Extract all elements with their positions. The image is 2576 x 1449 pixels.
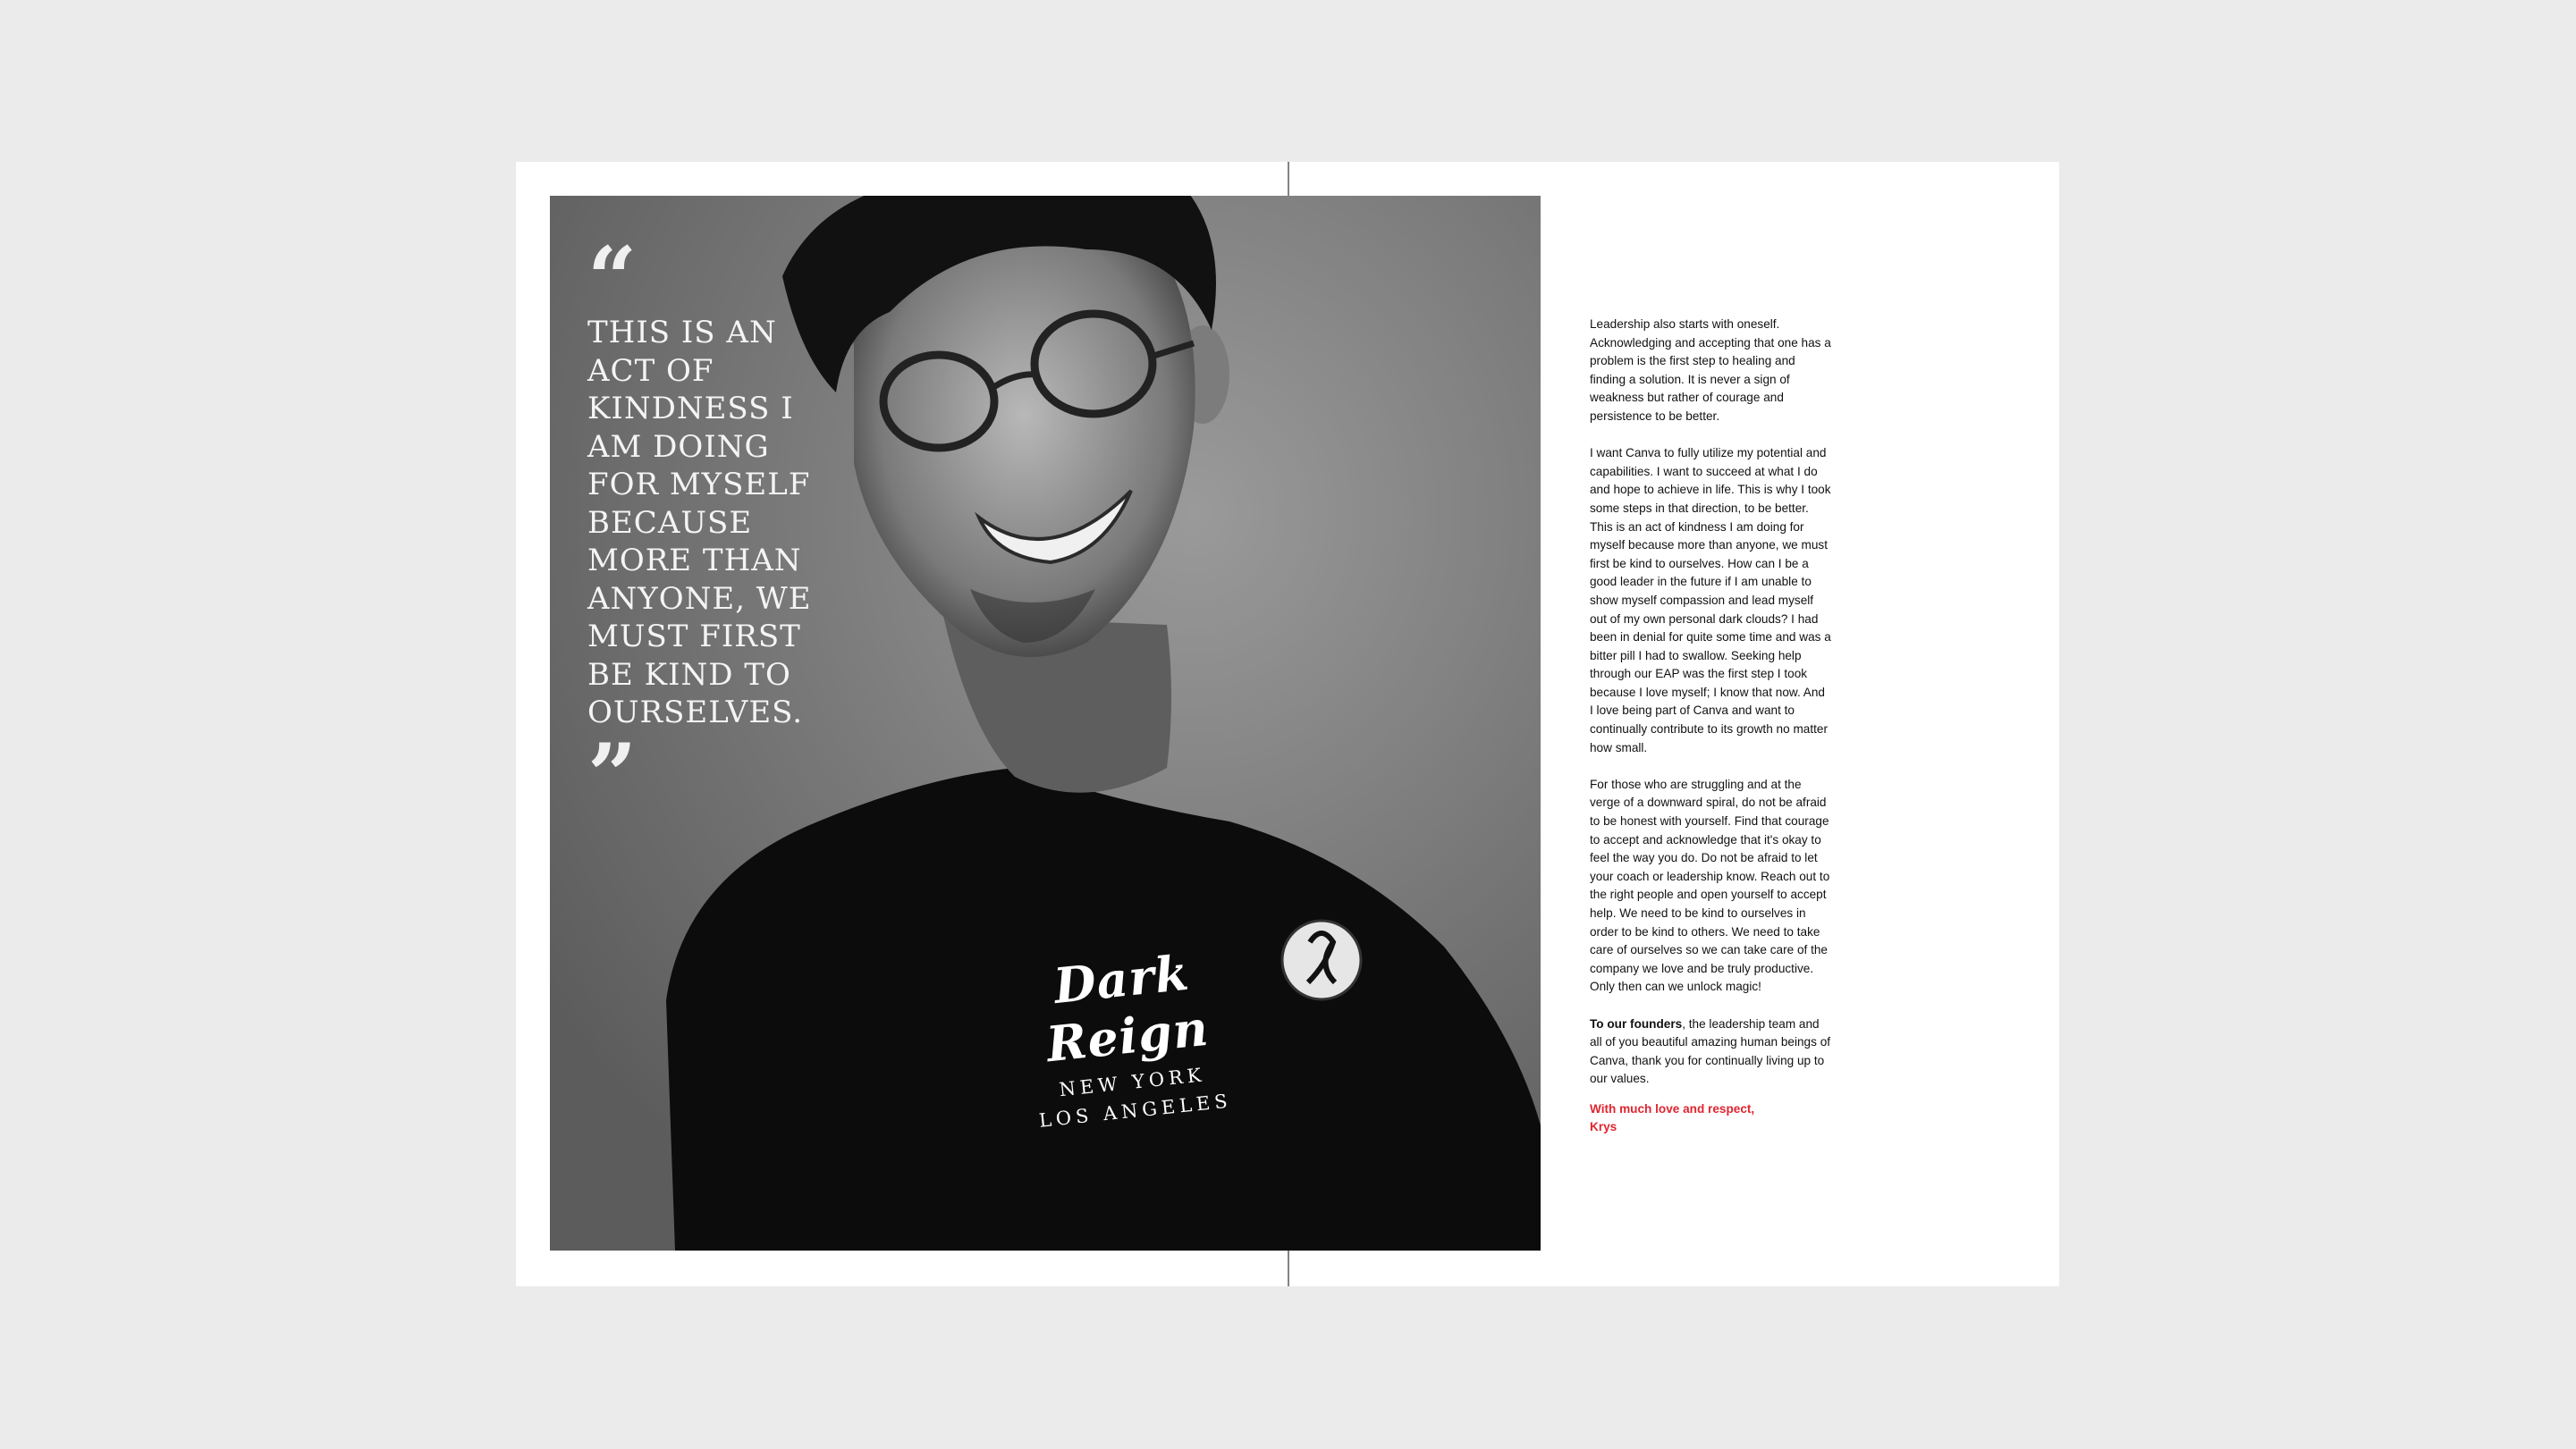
paragraph-4 bbox=[1590, 1015, 1831, 1089]
paragraph-1: Leadership also starts with oneself. Acknowledging and accepting that one has a problem is the first step to healing and finding a solution. It is never a sign of weakness but rather of courage and persistence to be better. bbox=[1590, 317, 1831, 423]
signoff bbox=[1590, 1100, 1831, 1137]
magazine-spread bbox=[516, 162, 2059, 1286]
shirt-brand: Dark Reign bbox=[1043, 943, 1212, 1074]
shirt-print bbox=[967, 935, 1288, 1137]
signoff-name: Krys bbox=[1590, 1120, 1617, 1134]
founders-bold: To our founders bbox=[1590, 1016, 1683, 1031]
pull-quote-text: THIS IS AN ACT OF KINDNESS I AM DOING FOR MYSELF BECAUSE MORE THAN ANYONE, WE MUST FIRST BE KIND TO OURSELVES. bbox=[587, 315, 812, 730]
signoff-line-1: With much love and respect, bbox=[1590, 1101, 1755, 1116]
article-body bbox=[1590, 316, 1831, 1137]
shirt-line-1: NEW YORK bbox=[1058, 1064, 1207, 1101]
paragraph-4-rest: , the leadership team and all of you beautiful amazing human beings of Canva, thank you for continually living up to our values. bbox=[1590, 1016, 1831, 1086]
paragraph-2: I want Canva to fully utilize my potential and capabilities. I want to succeed at what I do and hope to achieve in life. This is why I took some steps in that direction, to be better. This is an act of kindness I am doing for myself because more than anyone, we must first be kind to ourselves. How can I be a good leader in the future if I am unable to show myself compassion and lead myself out of my own personal dark clouds? I had been in denial for quite some time and was a bitter pill I had to swallow. Seeking help through our EAP was the first step I took because I love myself; I know that now. And I love being part of Canva and want to continually contribute to its growth no matter how small. bbox=[1590, 446, 1831, 754]
open-quote-icon: “ bbox=[587, 228, 638, 329]
portrait-photo bbox=[550, 196, 1541, 1251]
pull-quote bbox=[587, 228, 847, 826]
paragraph-3: For those who are struggling and at the verge of a downward spiral, do not be afraid to be honest with yourself. Find that courage to accept and acknowledge that it's okay to feel the way you do. Do not be afraid to let your coach or leadership know. Reach out to the right people and open yourself to accept help. We need to be kind to ourselves in order to be kind to others. We need to take care of ourselves so we can take care of the company we love and be truly productive. Only then can we unlock magic! bbox=[1590, 777, 1830, 994]
shirt-line-2: LOS ANGELES bbox=[1037, 1090, 1233, 1132]
close-quote-icon: ” bbox=[587, 724, 638, 826]
